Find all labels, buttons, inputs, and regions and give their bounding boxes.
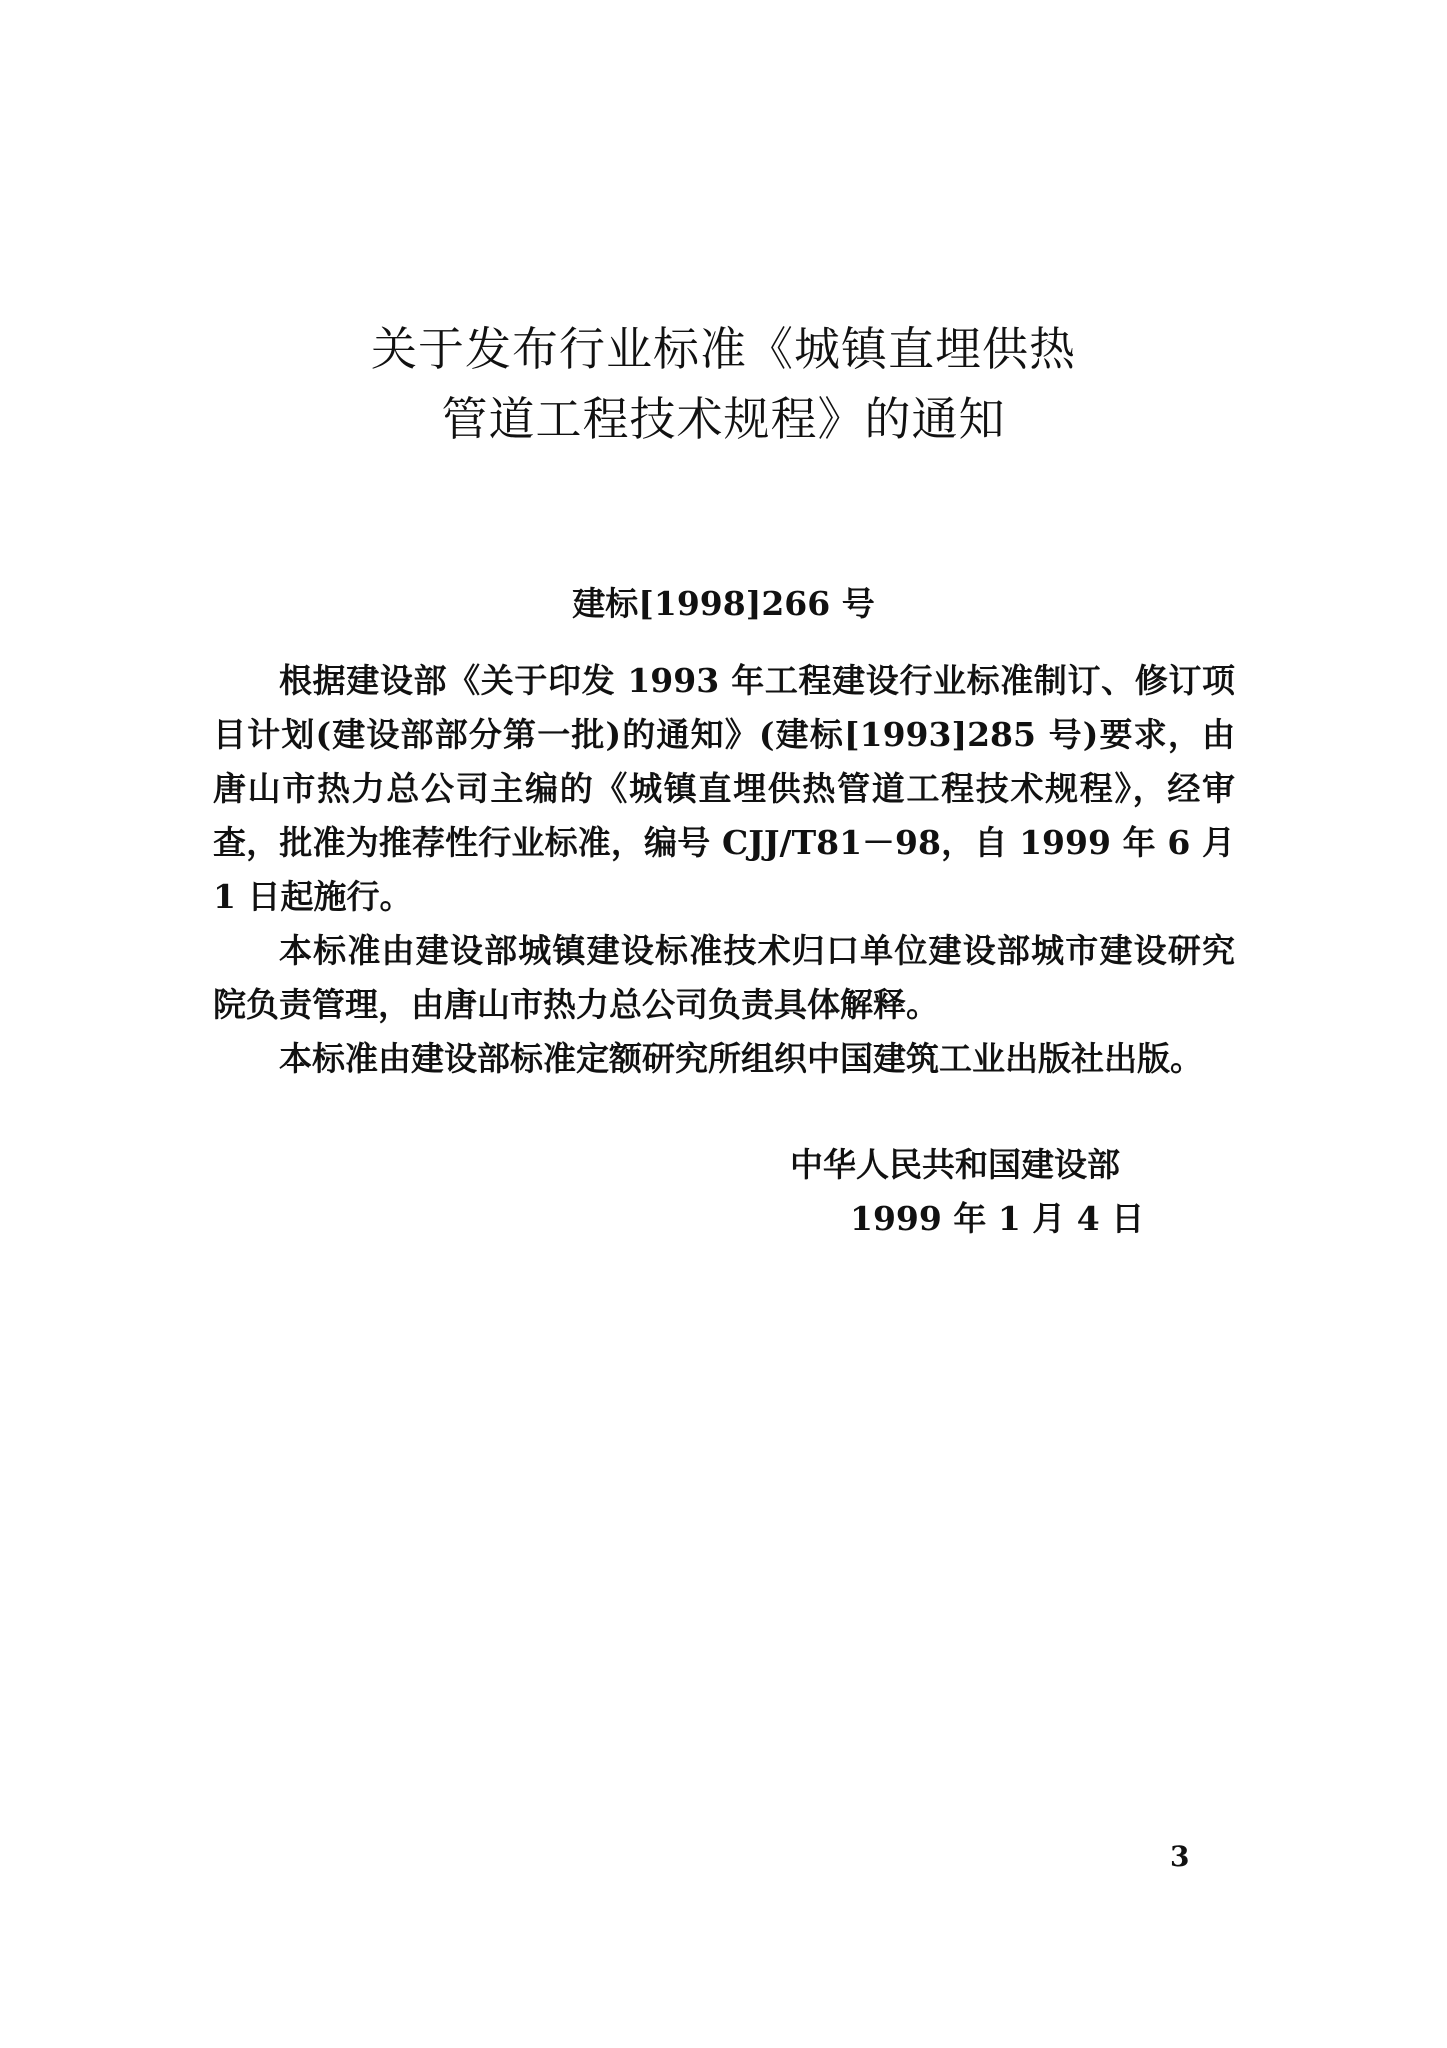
paragraph-3: 本标准由建设部标准定额研究所组织中国建筑工业出版社出版。 [279, 1039, 1203, 1078]
title-line-1: 关于发布行业标准《城镇直埋供热 [371, 322, 1076, 376]
issuing-organization: 中华人民共和国建设部 [790, 1145, 1120, 1184]
document-number: 建标[1998]266 号 [572, 584, 875, 623]
page-number: 3 [1170, 1840, 1190, 1873]
paragraph-2: 本标准由建设部城镇建设标准技术归口单位建设部城市建设研究院负责管理，由唐山市热力总公司负责具体解释。 [213, 931, 1235, 1024]
issue-date: 1999 年 1 月 4 日 [850, 1199, 1145, 1238]
paragraph-1: 根据建设部《关于印发 1993 年工程建设行业标准制订、修订项目计划(建设部部分第一批)的通知》(建标[1993]285 号)要求，由唐山市热力总公司主编的《城镇直埋供热管道工程技术规程》，经审查，批准为推荐性行业标准，编号 CJJ/T81－98，自 1999 年 6 月 1 日起施行。 [213, 661, 1235, 916]
title-line-2: 管道工程技术规程》的通知 [441, 392, 1006, 446]
notice-body [213, 654, 1235, 1086]
